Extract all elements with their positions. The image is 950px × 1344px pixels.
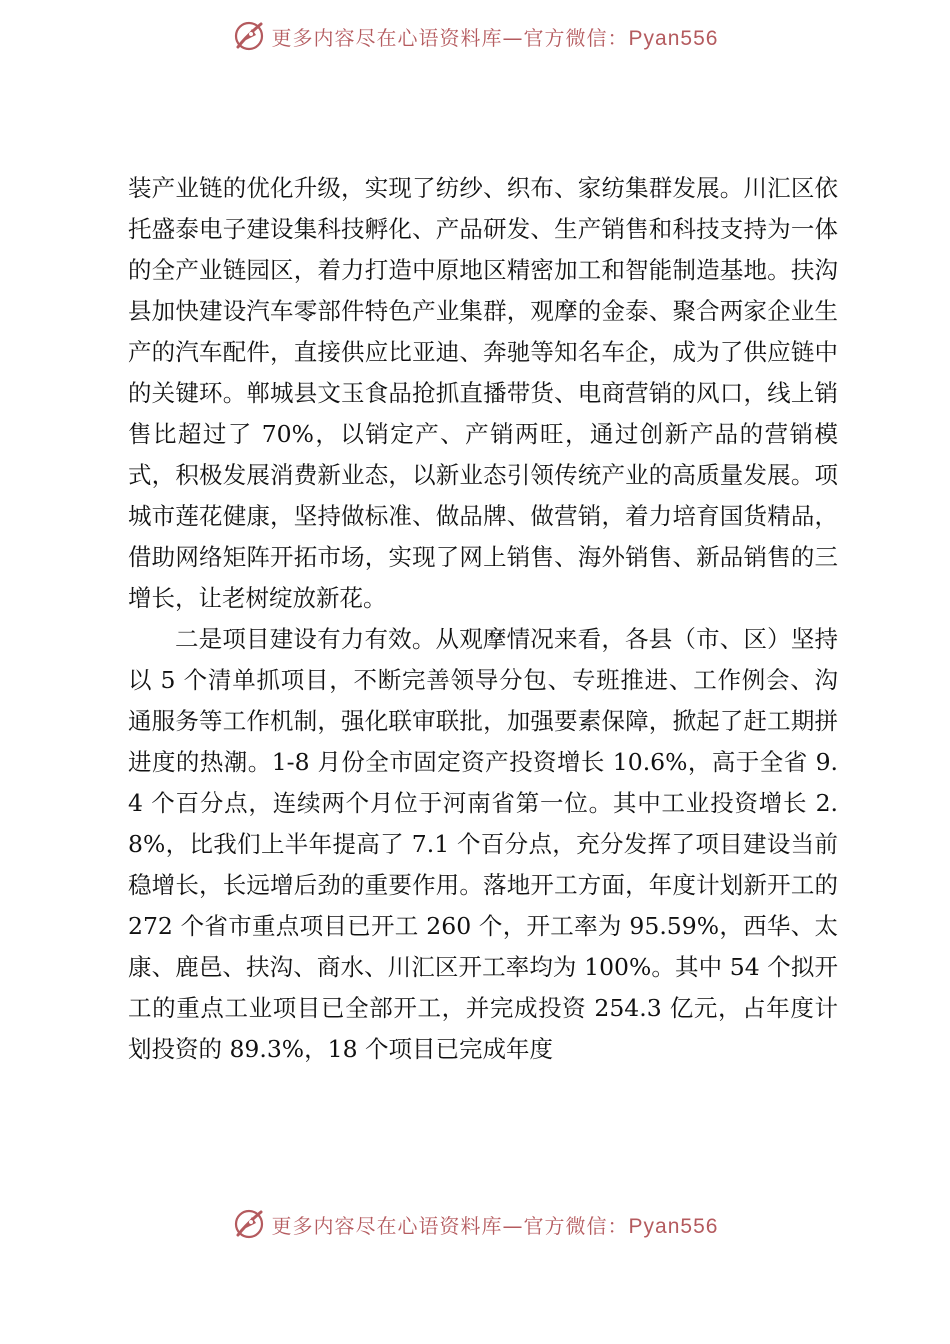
paragraph-1: 装产业链的优化升级，实现了纺纱、织布、家纺集群发展。川汇区依托盛泰电子建设集科技孵化、产品研发、生产销售和科技支持为一体的全产业链园区，着力打造中原地区精密加工和智能制造基地。扶沟县加快建设汽车零部件特色产业集群，观摩的金泰、聚合两家企业生产的汽车配件，直接供应比亚迪、奔驰等知名车企，成为了供应链中的关键环。郸城县文玉食品抢抓直播带货、电商营销的风口，线上销售比超过了 70%，以销定产、产销两旺，通过创新产品的营销模式，积极发展消费新业态，以新业态引领传统产业的高质量发展。项城市莲花健康，坚持做标准、做品牌、做营销，着力培育国货精品，借助网络矩阵开拓市场，实现了网上销售、海外销售、新品销售的三增长，让老树绽放新花。 <box>128 174 838 612</box>
footer-wechat-id: Pyan556 <box>628 1214 719 1238</box>
header-banner-text <box>272 22 719 51</box>
footer-banner <box>0 1204 950 1244</box>
pen-nib-logo-icon <box>232 1207 266 1241</box>
document-body <box>128 168 838 1070</box>
footer-banner-text-cn: 更多内容尽在心语资料库—官方微信： <box>271 1213 629 1238</box>
footer-banner-text <box>272 1210 719 1239</box>
header-banner-text-cn: 更多内容尽在心语资料库—官方微信： <box>271 25 629 50</box>
paragraph-2: 二是项目建设有力有效。从观摩情况来看，各县（市、区）坚持以 5 个清单抓项目，不断完善领导分包、专班推进、工作例会、沟通服务等工作机制，强化联审联批，加强要素保障，掀起了赶工期拼进度的热潮。1-8 月份全市固定资产投资增长 10.6%，高于全省 9.4 个百分点，连续两个月位于河南省第一位。其中工业投资增长 2.8%，比我们上半年提高了 7.1 个百分点，充分发挥了项目建设当前稳增长，长远增后劲的重要作用。落地开工方面，年度计划新开工的 272 个省市重点项目已开工 260 个，开工率为 95.59%，西华、太康、鹿邑、扶沟、商水、川汇区开工率均为 100%。其中 54 个拟开工的重点工业项目已全部开工，并完成投资 254.3 亿元，占年度计划投资的 89.3%，18 个项目已完成年度 <box>128 625 838 1063</box>
header-wechat-id: Pyan556 <box>628 26 719 50</box>
header-banner <box>0 16 950 56</box>
pen-nib-logo-icon <box>232 19 266 53</box>
